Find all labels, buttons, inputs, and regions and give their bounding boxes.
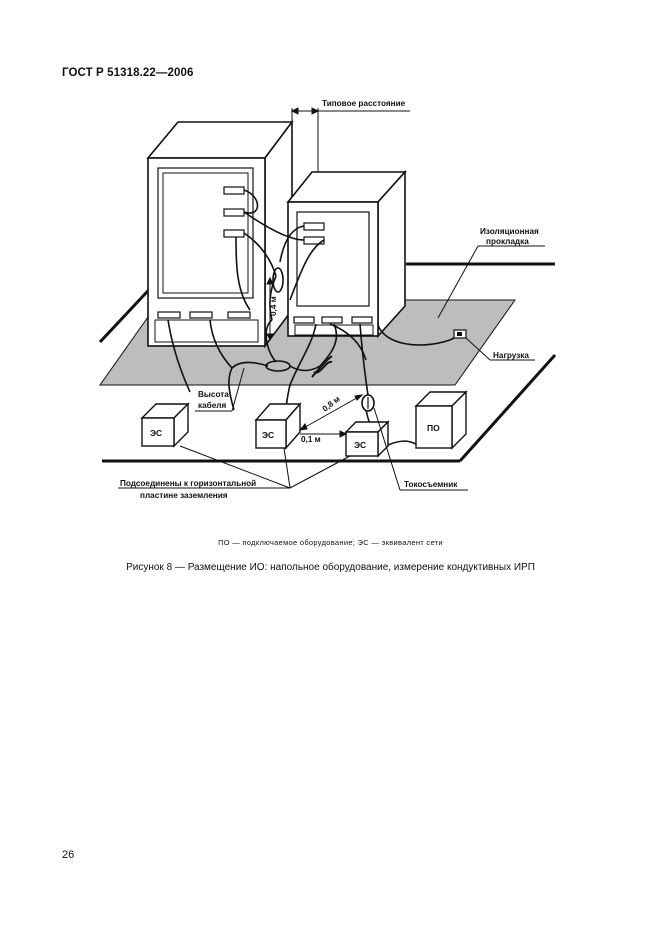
document-header: ГОСТ Р 51318.22—2006 <box>62 67 194 79</box>
es-box-right-label: ЭС <box>354 440 367 450</box>
load-block <box>454 330 466 338</box>
label-insulation-2: прокладка <box>486 237 529 246</box>
label-dim-08: 0,8 м <box>320 394 342 414</box>
figure-caption: Рисунок 8 — Размещение ИО: напольное оборудование, измерение кондуктивных ИРП <box>126 562 535 573</box>
label-ground-2: пластине заземления <box>140 491 228 500</box>
po-box <box>416 392 466 448</box>
es-box-left <box>142 404 188 446</box>
page-number: 26 <box>62 849 75 861</box>
right-cabinet <box>288 172 405 336</box>
label-insulation-1: Изоляционная <box>480 227 539 236</box>
po-box-label: ПО <box>427 423 440 433</box>
label-cable-height-1: Высота <box>198 390 229 399</box>
label-load: Нагрузка <box>493 351 529 360</box>
es-box-middle <box>256 404 300 448</box>
ground-plane-edge-right <box>460 355 555 461</box>
es-box-middle-label: ЭС <box>262 430 275 440</box>
label-ground-1: Подсоединены к горизонтальной <box>120 479 257 488</box>
label-cable-height-2: кабеля <box>198 401 227 410</box>
figure-legend: ПО — подключаемое оборудование; ЭС — эквивалент сети <box>218 538 443 547</box>
label-dim-04: 0,4 м <box>269 296 278 316</box>
label-current-probe: Токосъемник <box>404 480 458 489</box>
current-probe <box>362 395 374 411</box>
dim-typical-distance <box>292 108 410 172</box>
es-box-right <box>346 422 388 456</box>
es-box-left-label: ЭС <box>150 428 163 438</box>
label-typical-distance: Типовое расстояние <box>322 99 406 108</box>
label-dim-01: 0,1 м <box>301 435 321 444</box>
